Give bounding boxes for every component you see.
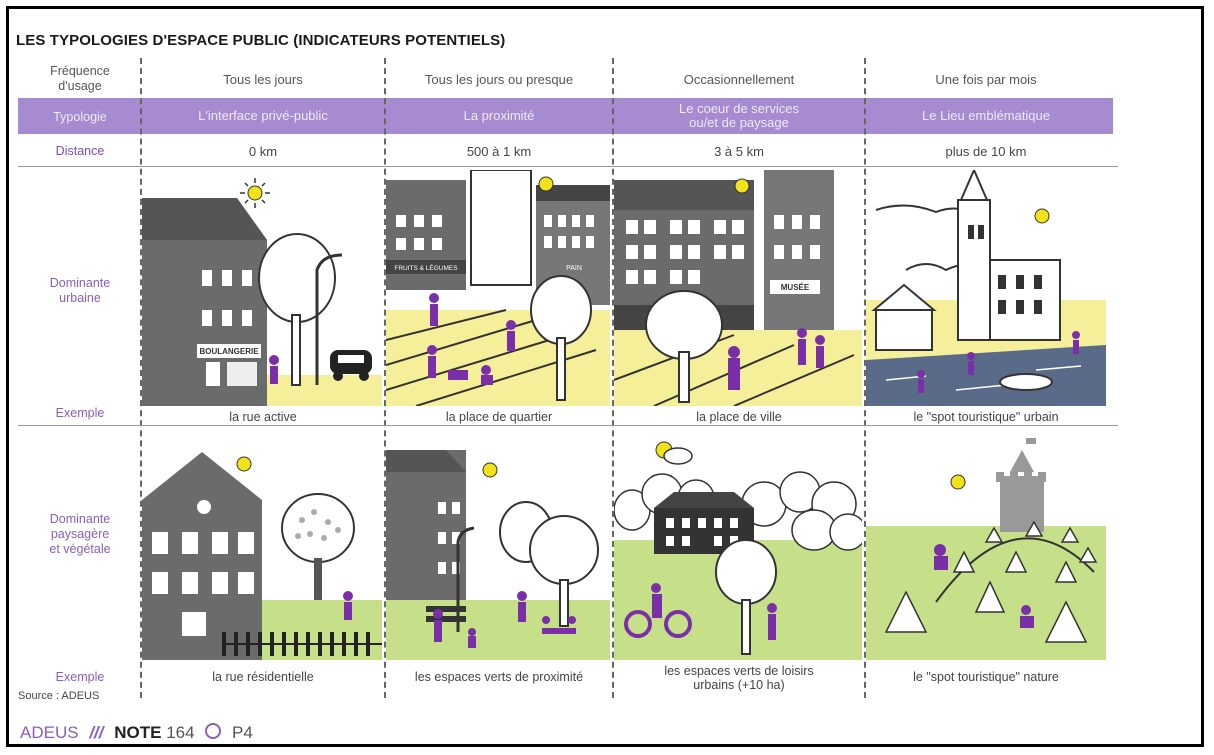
illustration-place-quartier: [386, 170, 610, 406]
footer-marks: ///: [89, 723, 104, 742]
footer-adeus: ADEUS: [20, 723, 79, 742]
distance-col-2: 500 à 1 km: [466, 144, 532, 159]
freq-col-2: Tous les jours ou presque: [424, 72, 574, 87]
illustration-place-ville: [614, 170, 862, 406]
label-dominante-urbaine: Dominante urbaine: [49, 276, 111, 305]
illustration-rue-active: [142, 170, 382, 406]
typology-col-4: Le Lieu emblématique: [922, 108, 1050, 123]
source-note: Source : ADEUS: [18, 690, 100, 702]
distance-col-1: 0 km: [248, 144, 278, 159]
label-distance: Distance: [55, 144, 105, 158]
freq-col-1: Tous les jours: [223, 72, 303, 87]
sign-boulangerie: BOULANGERIE: [199, 347, 259, 356]
typology-col-3: Le coeur de services ou/et de paysage: [679, 101, 799, 130]
sign-fruits: FRUITS & LÉGUMES: [394, 265, 458, 272]
label-typologie: Typologie: [53, 110, 107, 124]
sign-pain: PAIN: [566, 265, 582, 272]
caption-place-quartier: la place de quartier: [445, 410, 553, 424]
footer: [20, 723, 253, 743]
label-frequence: Fréquence d'usage: [50, 64, 110, 93]
caption-espaces-verts-proximite: les espaces verts de proximité: [414, 670, 584, 684]
caption-rue-residentielle: la rue résidentielle: [212, 670, 314, 684]
freq-col-3: Occasionnellement: [683, 72, 795, 87]
figure-title: LES TYPOLOGIES D'ESPACE PUBLIC (INDICATEURS POTENTIELS): [16, 32, 506, 49]
label-exemple-1: Exemple: [55, 406, 105, 420]
illustration-spot-urbain: [866, 170, 1106, 406]
row-separator-2: [18, 425, 1118, 426]
illustration-espaces-verts-loisirs: [614, 432, 862, 660]
label-exemple-2: Exemple: [55, 670, 105, 684]
caption-rue-active: la rue active: [229, 410, 297, 424]
freq-col-4: Une fois par mois: [935, 72, 1037, 87]
footer-number: 164: [166, 723, 195, 742]
sign-musee: MUSÉE: [780, 283, 810, 292]
footer-note: NOTE: [114, 723, 162, 742]
distance-col-4: plus de 10 km: [945, 144, 1027, 159]
illustration-rue-residentielle: [142, 432, 382, 660]
caption-spot-nature: le "spot touristique" nature: [913, 670, 1059, 684]
caption-place-ville: la place de ville: [696, 410, 782, 424]
typology-col-2: La proximité: [463, 108, 535, 123]
illustration-espaces-verts-proximite: [386, 432, 610, 660]
footer-page: P4: [232, 723, 253, 742]
typology-col-1: L'interface privé-public: [198, 108, 328, 123]
distance-col-3: 3 à 5 km: [714, 144, 764, 159]
footer-circle-icon: [205, 723, 221, 739]
label-dominante-paysagere: Dominante paysagère et végétale: [49, 512, 111, 556]
illustration-spot-nature: [866, 432, 1106, 660]
row-separator-1: [18, 166, 1118, 167]
caption-espaces-verts-loisirs: les espaces verts de loisirs urbains (+10 ha): [664, 664, 814, 692]
caption-spot-urbain: le "spot touristique" urbain: [913, 410, 1059, 424]
